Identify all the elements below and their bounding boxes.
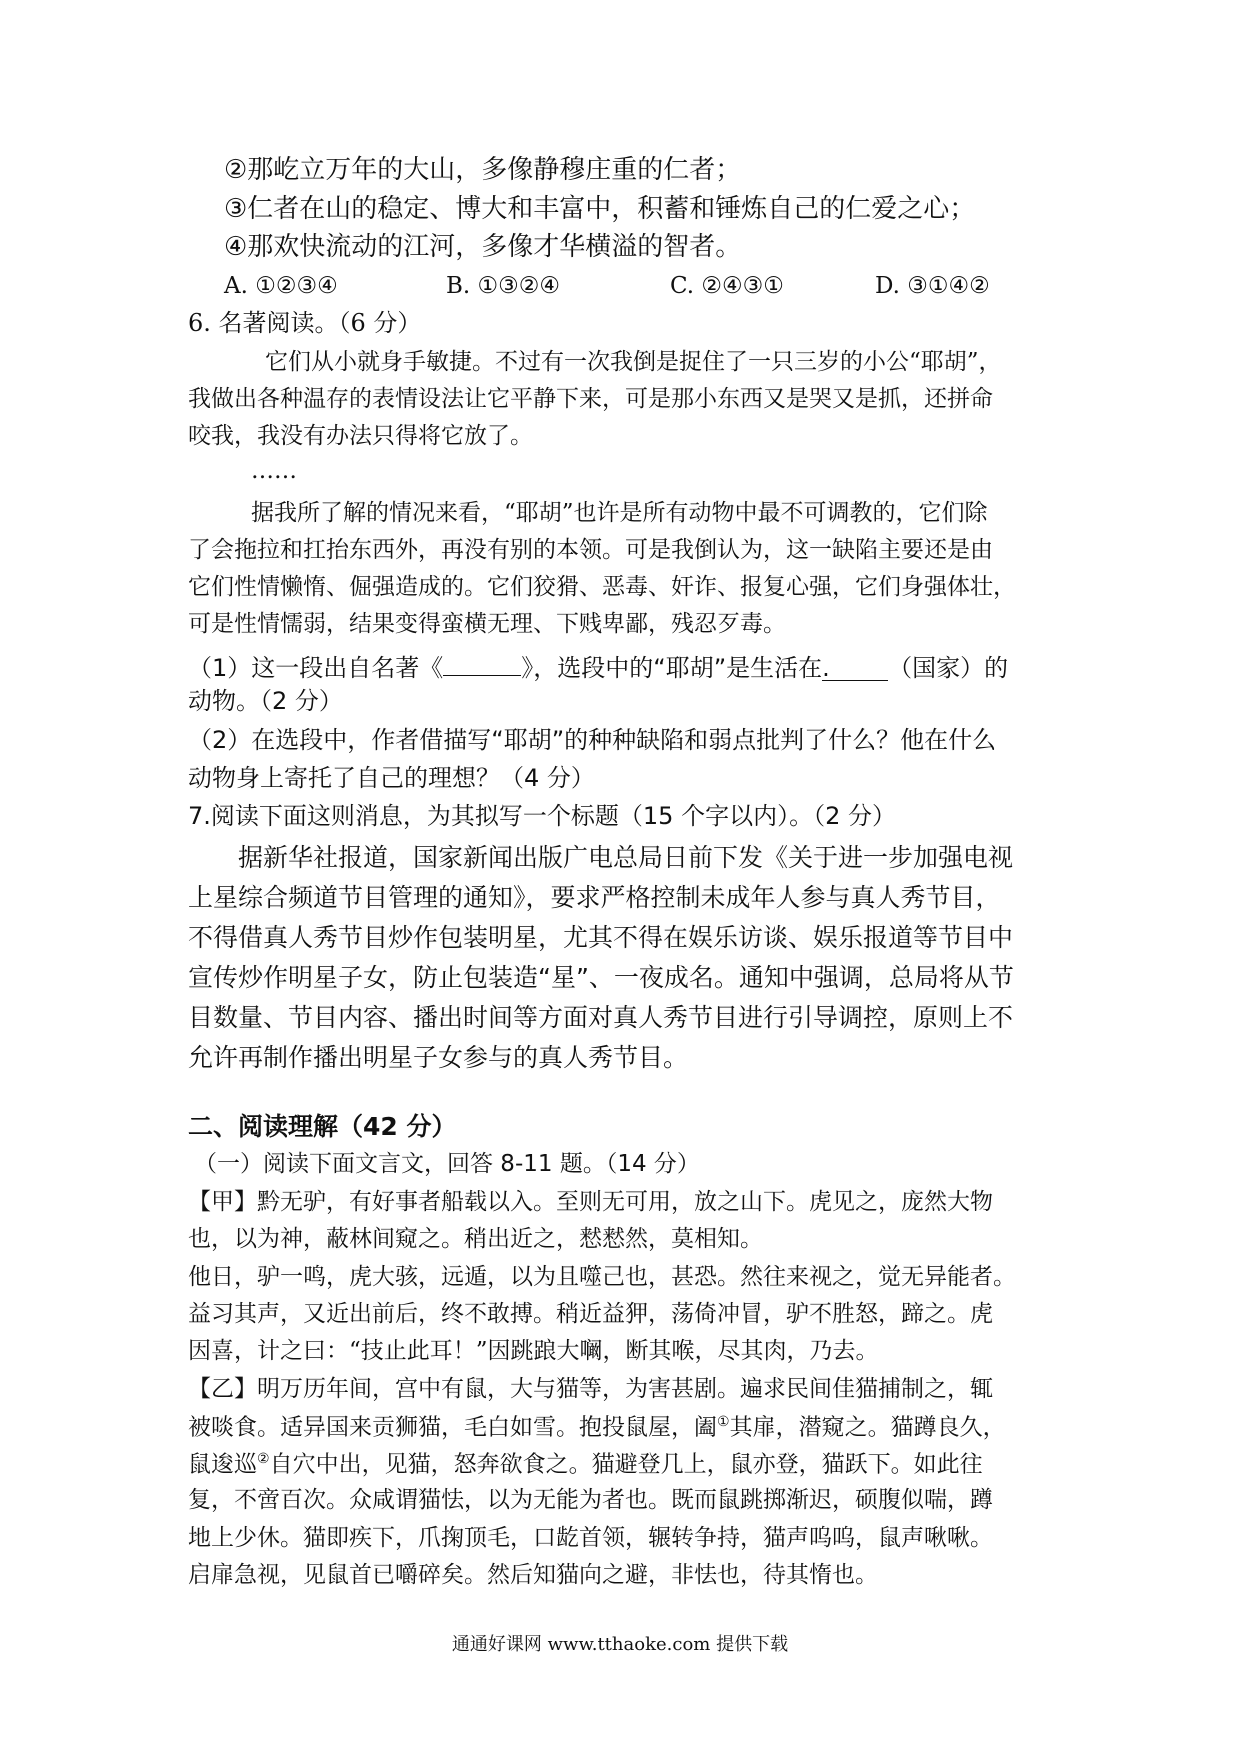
q5-item-4: ④那欢快流动的江河，多像才华横溢的智者。 <box>224 232 742 262</box>
q7-passage-line: 不得借真人秀节目炒作包装明星，尤其不得在娱乐访谈、娱乐报道等节目中 <box>188 923 1014 952</box>
jia-line: 他日，驴一鸣，虎大骇，远遁，以为且噬己也，甚恐。然往来视之，觉无异能者。 <box>188 1264 1016 1290</box>
q6-passage1-line: 咬我，我没有办法只得将它放了。 <box>188 423 533 449</box>
q6-sub1 <box>188 651 1008 681</box>
jia-line: 益习其声，又近出前后，终不敢搏。稍近益狎，荡倚冲冒，驴不胜怒，蹄之。虎 <box>188 1301 993 1327</box>
q6-passage2-line: 据我所了解的情况来看，“耶胡”也许是所有动物中最不可调教的，它们除 <box>251 500 988 526</box>
q7-passage-line: 宣传炒作明星子女，防止包装造“星”、一夜成名。通知中强调，总局将从节 <box>188 963 1014 992</box>
q7-passage-line: 目数量、节目内容、播出时间等方面对真人秀节目进行引导调控，原则上不 <box>188 1003 1014 1032</box>
q6-sub1-text-c: （国家）的 <box>888 654 1009 682</box>
q6-passage2-line: 可是性情懦弱，结果变得蛮横无理、下贱卑鄙，残忍歹毒。 <box>188 611 786 637</box>
q6-sub2-line2: 动物身上寄托了自己的理想？（4 分） <box>188 764 595 792</box>
yi-line: 启扉急视，见鼠首已嚼碎矣。然后知猫向之避，非怯也，待其惰也。 <box>188 1562 878 1588</box>
q7-title: 7.阅读下面这则消息，为其拟写一个标题（15 个字以内）。（2 分） <box>188 802 896 830</box>
q5-option-c: C. ②④③① <box>670 273 784 299</box>
country-blank[interactable] <box>822 656 888 681</box>
q5-option-a: A. ①②③④ <box>224 273 338 299</box>
section2-subheading: （一）阅读下面文言文，回答 8-11 题。（14 分） <box>194 1151 700 1177</box>
yi-line: 复，不啻百次。众咸谓猫怯，以为无能为者也。既而鼠跳掷渐迟，硕腹似喘，蹲 <box>188 1487 993 1513</box>
q5-item-3: ③仁者在山的稳定、博大和丰富中，积蓄和锤炼自己的仁爱之心； <box>224 194 976 224</box>
jia-line: 也，以为神，蔽林间窥之。稍出近之，慭慭然，莫相知。 <box>188 1226 763 1252</box>
q6-passage2-line: 了会拖拉和扛抬东西外，再没有别的本领。可是我倒认为，这一缺陷主要还是由 <box>188 537 993 563</box>
yi-line-text: 被啖食。适异国来贡狮猫，毛白如雪。抱投鼠屋，阖 <box>188 1414 717 1441</box>
q6-sub2-line1: （2）在选段中，作者借描写“耶胡”的种种缺陷和弱点批判了什么？他在什么 <box>188 726 997 754</box>
yi-line-text: 自穴中出，见猫，怒奔欲食之。猫避登几上，鼠亦登，猫跃下。如此往 <box>269 1451 983 1478</box>
yi-line-text: 其扉，潜窥之。猫蹲良久， <box>729 1414 1006 1441</box>
q6-passage1-line: 它们从小就身手敏捷。不过有一次我倒是捉住了一只三岁的小公“耶胡”， <box>265 349 1002 375</box>
yi-line: 【乙】明万历年间，宫中有鼠，大与猫等，为害甚剧。遍求民间佳猫捕制之，辄 <box>188 1376 993 1402</box>
q7-passage-line: 上星综合频道节目管理的通知》，要求严格控制未成年人参与真人秀节目， <box>188 883 1001 912</box>
q6-sub1-text-a: （1）这一段出自名著《 <box>188 654 444 682</box>
yi-line: 地上少休。猫即疾下，爪掬顶毛，口龁首领，辗转争持，猫声呜呜，鼠声啾啾。 <box>188 1525 993 1551</box>
q6-passage2-line: 它们性情懒惰、倔强造成的。它们狡猾、恶毒、奸诈、报复心强，它们身强体壮， <box>188 574 1016 600</box>
jia-line: 【甲】黔无驴，有好事者船载以入。至则无可用，放之山下。虎见之，庞然大物 <box>188 1189 993 1215</box>
q6-ellipsis: …… <box>251 458 297 484</box>
q7-passage-line: 据新华社报道，国家新闻出版广电总局日前下发《关于进一步加强电视 <box>238 843 1014 872</box>
country-blank-dot: . <box>822 654 830 682</box>
q6-sub1-text-b: 》，选段中的“耶胡”是生活在 <box>521 654 823 682</box>
q7-passage-line: 允许再制作播出明星子女参与的真人秀节目。 <box>188 1043 689 1072</box>
q5-item-2: ②那屹立万年的大山，多像静穆庄重的仁者； <box>224 155 742 185</box>
q5-options <box>224 275 1084 303</box>
yi-line <box>188 1415 1006 1440</box>
page-footer: 通通好课网 www.tthaoke.com 提供下载 <box>451 1634 789 1655</box>
yi-line-text: 鼠逡巡 <box>188 1451 257 1478</box>
yi-line <box>188 1452 983 1477</box>
q6-title: 6. 名著阅读。（6 分） <box>188 309 422 337</box>
q5-option-b: B. ①③②④ <box>446 273 561 299</box>
section2-heading: 二、阅读理解（42 分） <box>188 1112 457 1141</box>
q5-option-d: D. ③①④② <box>875 273 990 299</box>
q6-sub1-line2: 动物。（2 分） <box>188 687 343 715</box>
book-title-blank[interactable] <box>443 651 521 676</box>
q6-passage1-line: 我做出各种温存的表情设法让它平静下来，可是那小东西又是哭又是抓，还拼命 <box>188 386 993 412</box>
footnote-marker: ② <box>257 1451 270 1467</box>
footnote-marker: ① <box>717 1414 730 1430</box>
jia-line: 因喜，计之曰：“技止此耳！”因跳踉大㘎，断其喉，尽其肉，乃去。 <box>188 1338 879 1364</box>
